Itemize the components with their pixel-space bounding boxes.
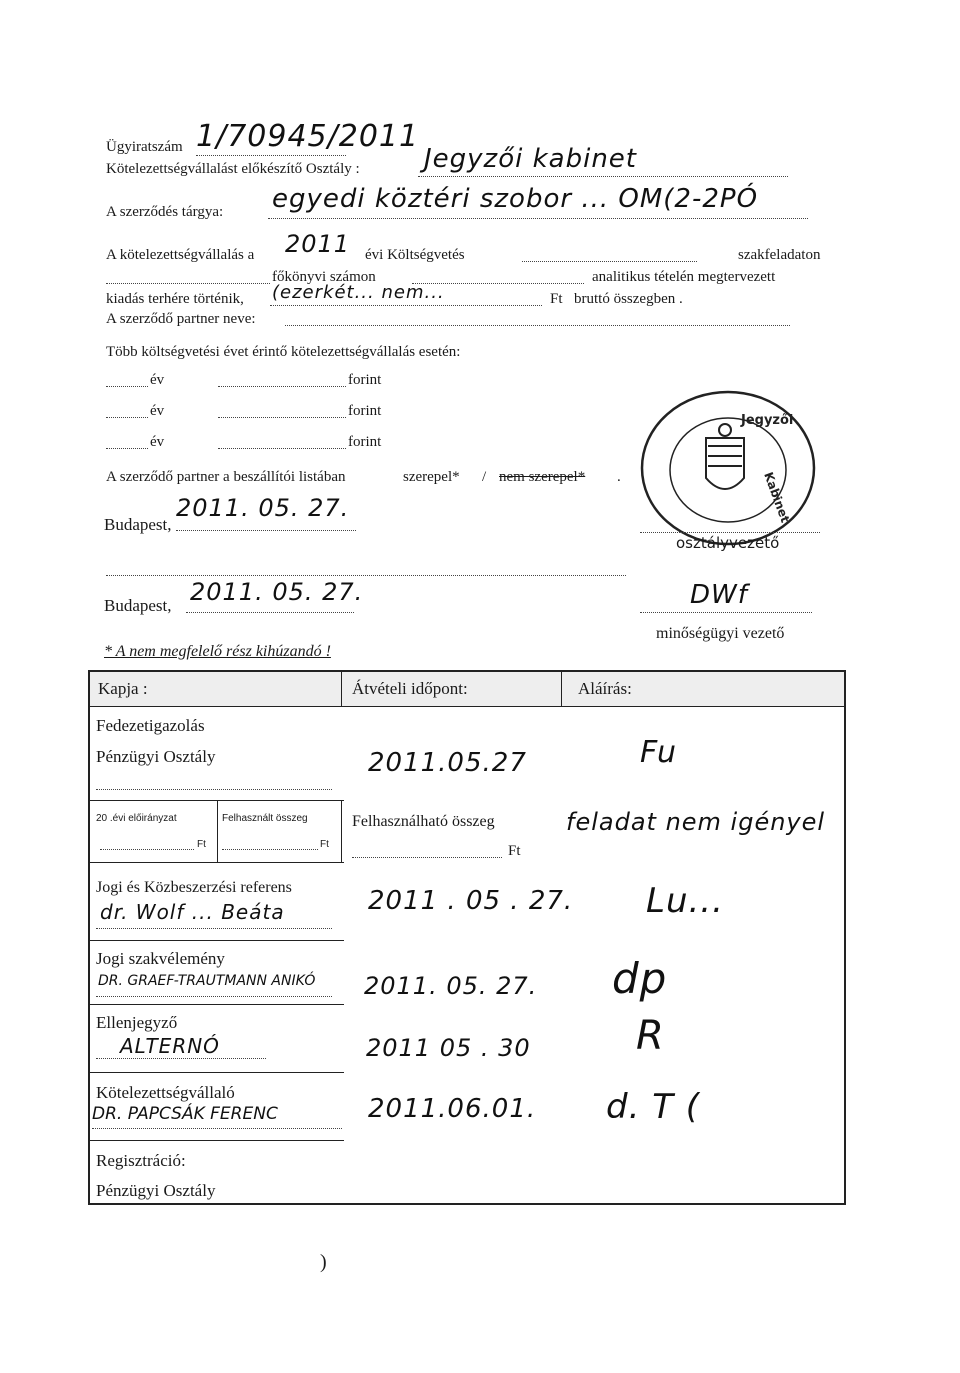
date-1: 2011. 05. 27.: [176, 494, 350, 522]
partner-line: [285, 325, 790, 326]
quality-line: [640, 612, 812, 613]
kiadas-value: (ezerkét... nem...: [272, 282, 445, 303]
fedezet-signature: Fu: [640, 735, 678, 770]
supplier-end: .: [617, 469, 621, 485]
multi-year-row-forint: forint: [348, 372, 382, 388]
table-border-left: [88, 670, 90, 1205]
osztalyvezeto-line: [640, 532, 820, 533]
brutto-label: bruttó összegben .: [574, 291, 683, 307]
note-handwritten: feladat nem igényel: [566, 808, 826, 836]
dept-line: [418, 176, 788, 177]
fokonyv-label: főkönyvi számon: [272, 269, 376, 285]
multi-year-row-ev-line: [106, 448, 148, 449]
subject-value: egyedi köztéri szobor ... OM(2-2PÓ: [272, 184, 759, 214]
jogi-signature: Lu...: [646, 881, 724, 921]
fedezet-line: [96, 789, 332, 790]
table-border-bottom: [88, 1203, 846, 1205]
multi-year-heading: Több költségvetési évet érintő kötelezettségvállalás esetén:: [106, 344, 461, 360]
kiadas-line: [270, 305, 542, 306]
fedezet-date: 2011.05.27: [368, 748, 527, 778]
ft-3: Ft: [508, 843, 521, 859]
felhasznalhato-label: Felhasználható összeg: [352, 813, 495, 830]
stamp-inner-1: Jegyzői: [741, 413, 794, 428]
case-number-label: Ügyiratszám: [106, 139, 183, 155]
table-border-right: [844, 670, 846, 1205]
szakfeladat-line: [522, 261, 697, 262]
analitikus-label: analitikus tételén megtervezett: [592, 269, 776, 285]
kot-date: 2011.06.01.: [368, 1094, 537, 1124]
ellen-top-line: [88, 1004, 344, 1005]
szakv-line: [96, 996, 332, 997]
ft-label: Ft: [550, 291, 563, 307]
szakv-label: Jogi szakvélemény: [96, 949, 225, 968]
eloiranyzat-sep: [217, 800, 218, 862]
kot-label: Kötelezettségvállaló: [96, 1083, 235, 1102]
table-col1: Kapja :: [98, 679, 148, 698]
ellen-line: [96, 1058, 266, 1059]
supplier-text: A szerződő partner a beszállítói listában: [106, 469, 346, 485]
multi-year-row-forint-line: [218, 417, 346, 418]
table-col2: Átvételi időpont:: [352, 679, 468, 698]
supplier-opt1: szerepel*: [403, 469, 460, 485]
table-col-sep: [561, 670, 562, 707]
felhasznalt-line: [222, 849, 318, 850]
felhasznalt-label: Felhasznált összeg: [222, 813, 308, 824]
date-2: 2011. 05. 27.: [190, 578, 364, 606]
jogi-name: dr. Wolf ... Beáta: [100, 900, 285, 924]
ft-small-2: Ft: [320, 839, 329, 850]
szakfeladat-label: szakfeladaton: [738, 247, 821, 263]
separator-line: [106, 575, 626, 576]
multi-year-row-forint: forint: [348, 403, 382, 419]
multi-year-row-ev: év: [150, 434, 165, 450]
budapest-label-2: Budapest,: [104, 596, 172, 615]
case-number-value: 1/70945/2011: [196, 119, 420, 154]
multi-year-row-ev: év: [150, 403, 165, 419]
kiadas-label: kiadás terhére történik,: [106, 291, 244, 307]
fedezet-label-1: Fedezetigazolás: [96, 716, 205, 735]
footnote: * A nem megfelelő rész kihúzandó !: [104, 643, 331, 660]
szakv-name: DR. GRAEF-TRAUTMANN ANIKÓ: [98, 973, 316, 989]
jogi-line: [96, 928, 332, 929]
eloiranyzat-sep-2: [341, 800, 342, 862]
jogi-label: Jogi és Közbeszerzési referens: [96, 879, 292, 896]
year-value: 2011: [285, 230, 351, 258]
case-number-line: [196, 155, 346, 156]
table-col-sep: [341, 670, 342, 707]
kot-top-line: [88, 1072, 344, 1073]
eloiranyzat-top-line: [88, 800, 344, 801]
multi-year-row-forint-line: [218, 386, 346, 387]
multi-year-row-ev-line: [106, 386, 148, 387]
dept-value: Jegyzői kabinet: [424, 144, 637, 174]
coat-of-arms-icon: [706, 424, 744, 489]
multi-year-row-ev: év: [150, 372, 165, 388]
bottom-mark: ): [320, 1251, 327, 1273]
kot-name: DR. PAPCSÁK FERENC: [92, 1104, 278, 1124]
partner-label: A szerződő partner neve:: [106, 311, 256, 327]
szakv-signature: dp: [612, 954, 668, 1003]
reg-label-2: Pénzügyi Osztály: [96, 1181, 216, 1200]
quality-signature: DWf: [690, 580, 748, 610]
multi-year-row-ev-line: [106, 417, 148, 418]
supplier-opt2: nem szerepel*: [499, 469, 586, 485]
date-2-line: [186, 612, 354, 613]
budapest-label-1: Budapest,: [104, 515, 172, 534]
kot-signature: d. T (: [606, 1087, 701, 1127]
subject-line: [268, 218, 808, 219]
ft-small-1: Ft: [197, 839, 206, 850]
jogi-top-line: [88, 862, 344, 863]
reg-top-line: [88, 1140, 344, 1141]
eloiranyzat-label: 20 .évi előirányzat: [96, 813, 177, 824]
stamp-caption: osztályvezető: [676, 534, 780, 552]
multi-year-row-forint-line: [218, 448, 346, 449]
felhasznalhato-line: [352, 857, 502, 858]
dept-label: Kötelezettségvállalást előkészítő Osztály :: [106, 161, 360, 177]
jogi-date: 2011 . 05 . 27.: [368, 886, 574, 916]
stamp-inner-ring: [670, 418, 786, 522]
year-label-a: A kötelezettségvállalás a: [106, 247, 255, 263]
eloiranyzat-line: [100, 849, 194, 850]
reg-label-1: Regisztráció:: [96, 1151, 186, 1170]
ellen-signature: R: [636, 1013, 665, 1059]
official-stamp: [636, 378, 826, 548]
ellen-date: 2011 05 . 30: [366, 1034, 531, 1062]
szakv-date: 2011. 05. 27.: [364, 972, 538, 1000]
quality-label: minőségügyi vezető: [656, 625, 785, 642]
stamp-inner-2: Kabinet: [761, 470, 793, 525]
ellen-label: Ellenjegyző: [96, 1013, 178, 1032]
kot-line: [92, 1128, 342, 1129]
ellen-name: ALTERNÓ: [120, 1034, 220, 1058]
date-1-line: [176, 530, 356, 531]
multi-year-row-forint: forint: [348, 434, 382, 450]
fedezet-label-2: Pénzügyi Osztály: [96, 747, 216, 766]
table-col3: Aláírás:: [578, 679, 632, 698]
subject-label: A szerződés tárgya:: [106, 204, 224, 220]
year-label-b: évi Költségvetés: [365, 247, 465, 263]
szakv-top-line: [88, 940, 344, 941]
supplier-sep: /: [482, 469, 487, 485]
table-header-sep: [88, 706, 846, 707]
fokonyv-line: [106, 283, 270, 284]
